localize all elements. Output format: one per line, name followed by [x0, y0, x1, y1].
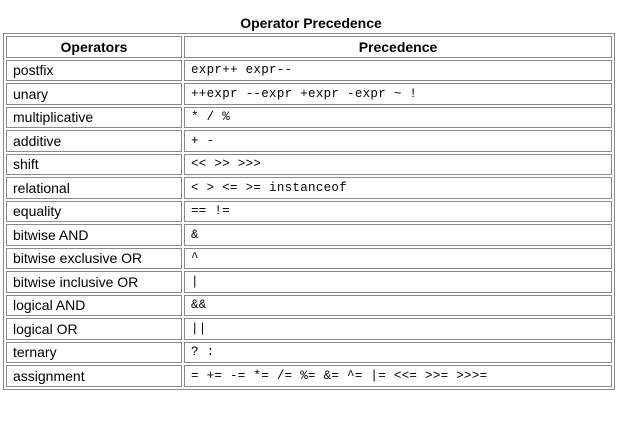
- operator-cell: additive: [6, 130, 182, 152]
- precedence-cell: ++expr --expr +expr -expr ~ !: [184, 83, 612, 105]
- header-operators: Operators: [6, 36, 182, 58]
- operator-cell: assignment: [6, 365, 182, 387]
- operator-precedence-table: [3, 33, 615, 390]
- operator-cell: shift: [6, 154, 182, 176]
- precedence-cell: << >> >>>: [184, 154, 612, 176]
- operator-cell: multiplicative: [6, 107, 182, 129]
- table-row: [6, 295, 612, 317]
- precedence-cell: = += -= *= /= %= &= ^= |= <<= >>= >>>=: [184, 365, 612, 387]
- table-row: [6, 130, 612, 152]
- table-row: [6, 177, 612, 199]
- precedence-cell: == !=: [184, 201, 612, 223]
- precedence-cell: + -: [184, 130, 612, 152]
- precedence-cell: ^: [184, 248, 612, 270]
- table-row: [6, 83, 612, 105]
- table-header-row: [6, 36, 612, 58]
- table-row: [6, 271, 612, 293]
- table-row: [6, 342, 612, 364]
- table-row: [6, 318, 612, 340]
- operator-cell: logical OR: [6, 318, 182, 340]
- table-row: [6, 60, 612, 82]
- precedence-cell: expr++ expr--: [184, 60, 612, 82]
- precedence-cell: ? :: [184, 342, 612, 364]
- operator-cell: relational: [6, 177, 182, 199]
- table-title: Operator Precedence: [240, 15, 382, 31]
- operator-cell: logical AND: [6, 295, 182, 317]
- operator-cell: ternary: [6, 342, 182, 364]
- table-row: [6, 201, 612, 223]
- operator-cell: bitwise inclusive OR: [6, 271, 182, 293]
- table-row: [6, 224, 612, 246]
- table-row: [6, 107, 612, 129]
- table-row: [6, 248, 612, 270]
- precedence-cell: &: [184, 224, 612, 246]
- operator-cell: unary: [6, 83, 182, 105]
- precedence-cell: * / %: [184, 107, 612, 129]
- precedence-cell: ||: [184, 318, 612, 340]
- table-row: [6, 154, 612, 176]
- precedence-cell: |: [184, 271, 612, 293]
- precedence-cell: &&: [184, 295, 612, 317]
- header-precedence: Precedence: [184, 36, 612, 58]
- precedence-cell: < > <= >= instanceof: [184, 177, 612, 199]
- operator-cell: equality: [6, 201, 182, 223]
- operator-cell: bitwise AND: [6, 224, 182, 246]
- operator-cell: bitwise exclusive OR: [6, 248, 182, 270]
- table-row: [6, 365, 612, 387]
- operator-cell: postfix: [6, 60, 182, 82]
